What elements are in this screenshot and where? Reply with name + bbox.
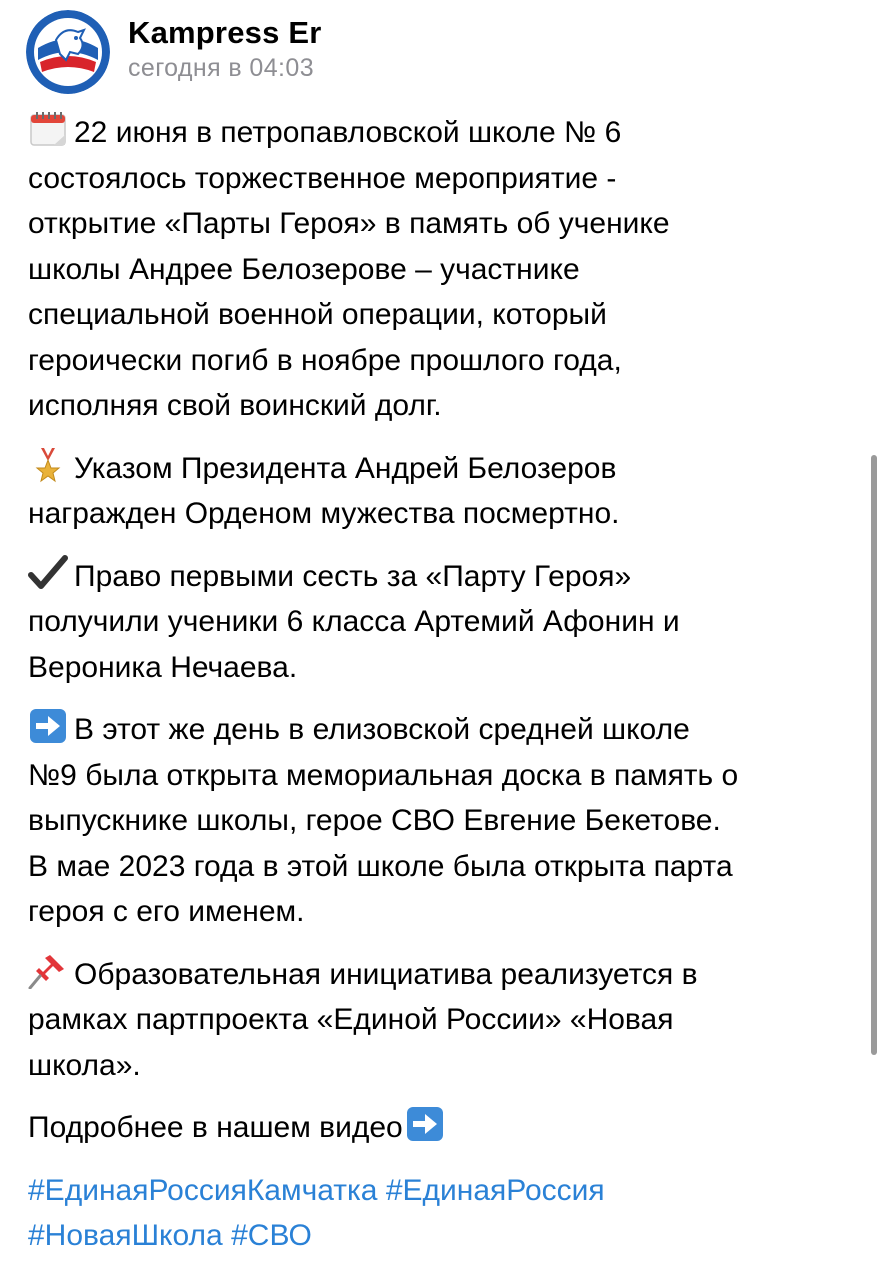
hashtag-link[interactable]: #ЕдинаяРоссияКамчатка [28,1173,378,1207]
hashtag-link[interactable]: #НоваяШкола [28,1219,223,1252]
post-body [28,110,878,1259]
paragraph-5 [28,952,878,1089]
author-block [128,14,321,84]
paragraph-text: В этот же день в елизовской средней школе №9 была открыта мемориальная доска в память о выпускнике школы, герое СВО Евгение Бекетове. В мае 2023 года в этой школе была открыта парта героя с его именем. [28,713,739,928]
arrow-right-icon[interactable] [405,1106,449,1142]
scrollbar[interactable] [871,455,877,1055]
avatar[interactable] [26,10,110,94]
post-time[interactable]: сегодня в 04:03 [128,54,314,82]
video-line [28,1105,878,1151]
hashtags [28,1168,878,1259]
paragraph-2 [28,446,878,537]
pushpin-icon [28,953,72,989]
video-line-text: Подробнее в нашем видео [28,1111,403,1144]
post-header [26,10,321,94]
hashtag-link[interactable]: #ЕдинаяРоссия [385,1173,605,1207]
party-logo-icon [26,10,110,94]
medal-icon [28,447,72,483]
paragraph-text: Указом Президента Андрей Белозеров награжден Орденом мужества посмертно. [28,451,620,530]
paragraph-3 [28,554,878,691]
arrow-right-icon [28,708,72,744]
paragraph-text: 22 июня в петропавловской школе № 6 состоялось торжественное мероприятие - открытие «Парты Героя» в память об ученике школы Андрее Белозерове – участнике специальной военной операции, который героически погиб в ноябре прошлого года, исполняя свой воинский долг. [28,116,670,422]
paragraph-text: Образовательная инициатива реализуется в рамках партпроекта «Единой России» «Новая школа». [28,957,698,1082]
calendar-icon [28,111,72,147]
author-name[interactable]: Kampress Er [128,15,322,50]
checkmark-icon [28,555,72,591]
paragraph-text: Право первыми сесть за «Парту Героя» получили ученики 6 класса Артемий Афонин и Вероника Нечаева. [28,559,680,684]
paragraph-4 [28,707,878,935]
paragraph-1 [28,110,878,429]
hashtag-link[interactable]: #СВО [231,1219,312,1252]
